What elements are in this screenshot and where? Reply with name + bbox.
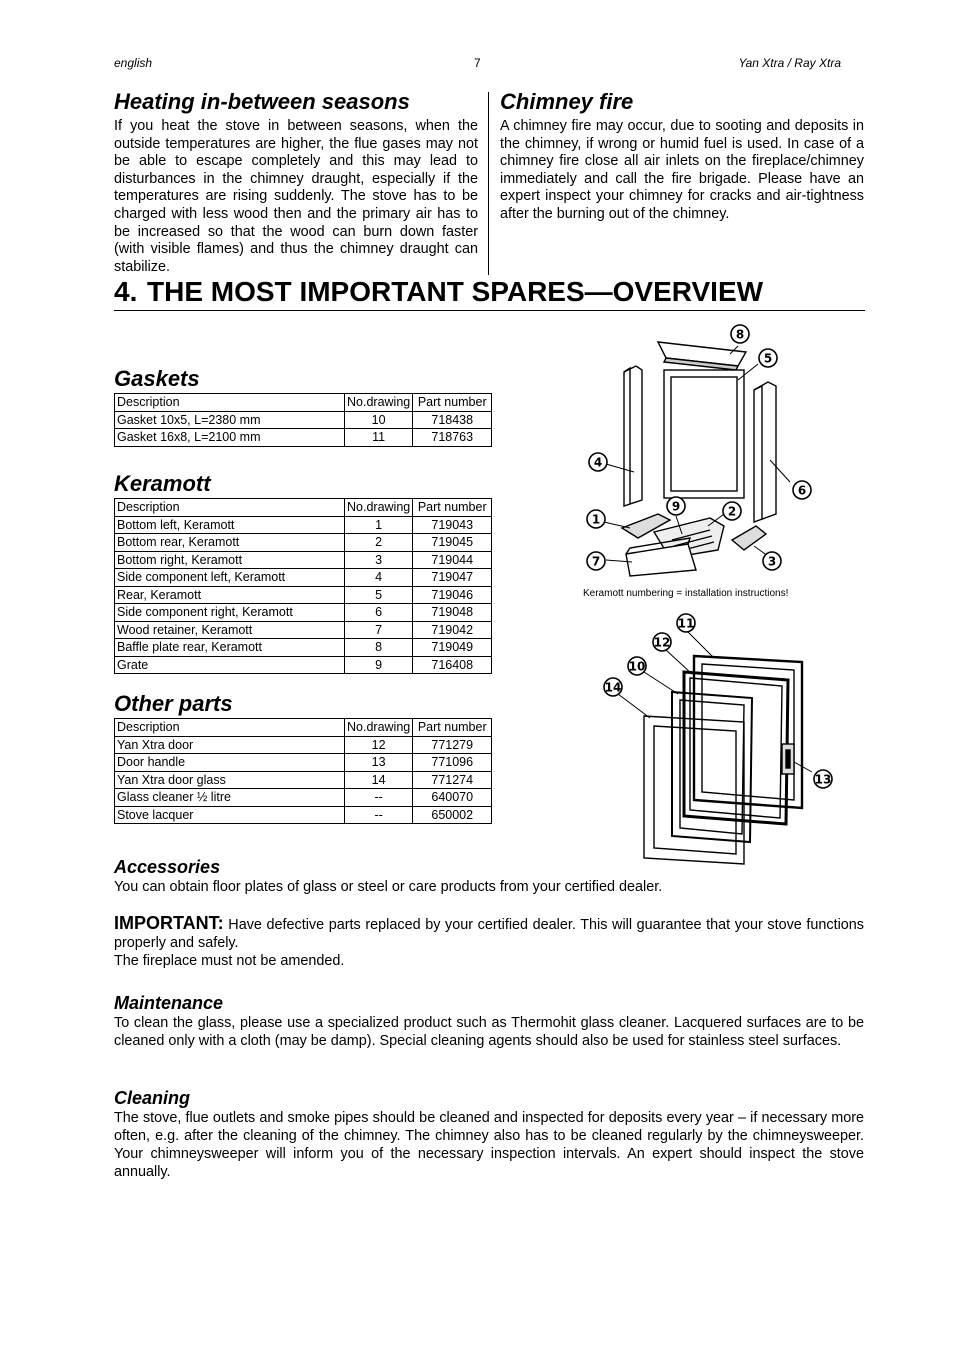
accessories-section bbox=[114, 856, 864, 896]
cell-drawing-number: 3 bbox=[345, 551, 413, 569]
callout-label: 8 bbox=[735, 327, 745, 342]
column-header-description: Description bbox=[115, 499, 345, 517]
chimney-title: Chimney fire bbox=[500, 89, 634, 114]
callout-11 bbox=[677, 614, 695, 632]
callout-label: 2 bbox=[727, 504, 737, 519]
callout-1 bbox=[587, 510, 605, 528]
chimney-section bbox=[500, 88, 864, 224]
table-row bbox=[115, 806, 492, 824]
cell-description: Bottom right, Keramott bbox=[115, 551, 345, 569]
callout-2 bbox=[723, 502, 741, 520]
chapter-number: 4. bbox=[114, 276, 138, 307]
table-header-row bbox=[115, 719, 492, 737]
door-exploded-diagram bbox=[598, 610, 842, 870]
callout-label: 5 bbox=[763, 351, 773, 366]
cell-description: Yan Xtra door glass bbox=[115, 771, 345, 789]
maintenance-title: Maintenance bbox=[114, 993, 224, 1013]
cell-description: Stove lacquer bbox=[115, 806, 345, 824]
chapter-title: THE MOST IMPORTANT SPARES—OVERVIEW bbox=[147, 276, 764, 307]
callout-label: 7 bbox=[591, 554, 601, 569]
callout-14 bbox=[604, 678, 622, 696]
heating-text: If you heat the stove in between seasons, when the outside temperatures are higher, the flue gases may not be able to escape completely and this may lead to disturbances in the chimney draught, especially if the temperatures are rising suddenly. The stove has to be charged with less wood then and the primary air has to be increased so that the wood can burn down faster (with visible flames) and thus the chimney draught can stabilize. bbox=[114, 118, 478, 275]
cell-description: Glass cleaner ½ litre bbox=[115, 789, 345, 807]
cell-part-number: 650002 bbox=[413, 806, 492, 824]
gaskets-title: Gaskets bbox=[114, 366, 200, 391]
callout-label: 10 bbox=[628, 659, 646, 674]
cell-description: Side component left, Keramott bbox=[115, 569, 345, 587]
chimney-text: A chimney fire may occur, due to sooting and deposits in the chimney, if wrong or humid fuel is used. In case of a chimney fire close all air inlets on the fireplace/chimney immediately and call the fire brigade. Please have an expert inspect your chimney for cracks and air-tightness after the burning out of the chimney. bbox=[500, 118, 864, 222]
column-header-part: Part number bbox=[413, 394, 492, 412]
column-header-drawing: No.drawing bbox=[345, 499, 413, 517]
cell-description: Side component right, Keramott bbox=[115, 604, 345, 622]
cell-drawing-number: -- bbox=[345, 806, 413, 824]
table-row bbox=[115, 736, 492, 754]
callout-5 bbox=[759, 349, 777, 367]
maintenance-section bbox=[114, 992, 864, 1050]
header-language: english bbox=[114, 56, 153, 70]
keramott-title: Keramott bbox=[114, 471, 211, 496]
callout-label: 14 bbox=[604, 680, 622, 695]
cell-drawing-number: 5 bbox=[345, 586, 413, 604]
page-number: 7 bbox=[474, 56, 481, 70]
important-text-2: The fireplace must not be amended. bbox=[114, 953, 345, 969]
other-parts-section bbox=[114, 691, 492, 824]
column-header-part: Part number bbox=[413, 499, 492, 517]
cell-drawing-number: 2 bbox=[345, 534, 413, 552]
callout-9 bbox=[667, 497, 685, 515]
cleaning-section bbox=[114, 1087, 864, 1181]
callout-label: 9 bbox=[671, 499, 681, 514]
callout-label: 11 bbox=[677, 616, 695, 631]
callout-label: 1 bbox=[591, 512, 601, 527]
cell-drawing-number: 9 bbox=[345, 656, 413, 674]
column-header-drawing: No.drawing bbox=[345, 719, 413, 737]
table-row bbox=[115, 656, 492, 674]
column-divider bbox=[488, 92, 489, 275]
callout-label: 4 bbox=[593, 455, 603, 470]
cell-part-number: 771274 bbox=[413, 771, 492, 789]
keramott-table bbox=[114, 498, 492, 674]
cell-description: Yan Xtra door bbox=[115, 736, 345, 754]
gaskets-section bbox=[114, 366, 492, 447]
cell-part-number: 718763 bbox=[413, 429, 492, 447]
keramott-section bbox=[114, 471, 492, 674]
cell-description: Gasket 10x5, L=2380 mm bbox=[115, 411, 345, 429]
cell-part-number: 719048 bbox=[413, 604, 492, 622]
callout-8 bbox=[731, 325, 749, 343]
cell-part-number: 719042 bbox=[413, 621, 492, 639]
cell-part-number: 771096 bbox=[413, 754, 492, 772]
cell-drawing-number: -- bbox=[345, 789, 413, 807]
heating-section bbox=[114, 88, 478, 276]
cell-drawing-number: 10 bbox=[345, 411, 413, 429]
cell-part-number: 716408 bbox=[413, 656, 492, 674]
callout-7 bbox=[587, 552, 605, 570]
cell-part-number: 719046 bbox=[413, 586, 492, 604]
cell-part-number: 719047 bbox=[413, 569, 492, 587]
other-parts-title: Other parts bbox=[114, 691, 233, 716]
important-text: Have defective parts replaced by your certified dealer. This will guarantee that your stove functions properly and safely. bbox=[114, 917, 864, 951]
callout-6 bbox=[793, 481, 811, 499]
cleaning-title: Cleaning bbox=[114, 1088, 191, 1108]
header-model: Yan Xtra / Ray Xtra bbox=[738, 56, 841, 70]
callout-12 bbox=[653, 633, 671, 651]
column-header-description: Description bbox=[115, 719, 345, 737]
table-row bbox=[115, 429, 492, 447]
cell-drawing-number: 11 bbox=[345, 429, 413, 447]
accessories-text: You can obtain floor plates of glass or steel or care products from your certified dealer. bbox=[114, 879, 663, 895]
table-header-row bbox=[115, 394, 492, 412]
callout-3 bbox=[763, 552, 781, 570]
heating-title: Heating in-between seasons bbox=[114, 89, 410, 114]
cell-description: Wood retainer, Keramott bbox=[115, 621, 345, 639]
column-header-description: Description bbox=[115, 394, 345, 412]
chapter-heading bbox=[114, 274, 865, 311]
table-row bbox=[115, 754, 492, 772]
callout-10 bbox=[628, 657, 646, 675]
table-row bbox=[115, 411, 492, 429]
table-row bbox=[115, 569, 492, 587]
callout-13 bbox=[814, 770, 832, 788]
cell-part-number: 718438 bbox=[413, 411, 492, 429]
cell-part-number: 719049 bbox=[413, 639, 492, 657]
callout-label: 12 bbox=[653, 635, 671, 650]
callout-label: 6 bbox=[797, 483, 807, 498]
table-row bbox=[115, 621, 492, 639]
diagram-caption: Keramott numbering = installation instructions! bbox=[583, 588, 789, 599]
column-header-drawing: No.drawing bbox=[345, 394, 413, 412]
cell-description: Door handle bbox=[115, 754, 345, 772]
callout-4 bbox=[589, 453, 607, 471]
table-row bbox=[115, 534, 492, 552]
table-row bbox=[115, 604, 492, 622]
cell-description: Bottom rear, Keramott bbox=[115, 534, 345, 552]
cleaning-text: The stove, flue outlets and smoke pipes should be cleaned and inspected for deposits every year – if necessary more often, e.g. after the cleaning of the chimney. The chimney also has to be cleaned regularly by the chimneysweeper. Your chimneysweeper will inform you of the necessary inspection intervals. An expert should inspect the stove annually. bbox=[114, 1110, 864, 1180]
cell-description: Bottom left, Keramott bbox=[115, 516, 345, 534]
cell-part-number: 719045 bbox=[413, 534, 492, 552]
other-parts-table bbox=[114, 718, 492, 824]
important-section bbox=[114, 914, 864, 970]
cell-part-number: 771279 bbox=[413, 736, 492, 754]
cell-drawing-number: 8 bbox=[345, 639, 413, 657]
table-row bbox=[115, 551, 492, 569]
cell-drawing-number: 6 bbox=[345, 604, 413, 622]
cell-description: Rear, Keramott bbox=[115, 586, 345, 604]
table-row bbox=[115, 789, 492, 807]
maintenance-text: To clean the glass, please use a specialized product such as Thermohit glass cleaner. Lacquered surfaces are to be cleaned only with a cloth (may be damp). Special cleaning agents should also be used for stainless steel surfaces. bbox=[114, 1015, 864, 1049]
column-header-part: Part number bbox=[413, 719, 492, 737]
table-header-row bbox=[115, 499, 492, 517]
cell-part-number: 719043 bbox=[413, 516, 492, 534]
accessories-title: Accessories bbox=[114, 857, 221, 877]
gaskets-table bbox=[114, 393, 492, 447]
callout-label: 13 bbox=[814, 772, 832, 787]
cell-drawing-number: 7 bbox=[345, 621, 413, 639]
cell-drawing-number: 1 bbox=[345, 516, 413, 534]
cell-drawing-number: 13 bbox=[345, 754, 413, 772]
table-row bbox=[115, 771, 492, 789]
cell-part-number: 640070 bbox=[413, 789, 492, 807]
cell-part-number: 719044 bbox=[413, 551, 492, 569]
callout-label: 3 bbox=[767, 554, 777, 569]
cell-drawing-number: 14 bbox=[345, 771, 413, 789]
cell-drawing-number: 12 bbox=[345, 736, 413, 754]
table-row bbox=[115, 586, 492, 604]
table-row bbox=[115, 639, 492, 657]
cell-description: Baffle plate rear, Keramott bbox=[115, 639, 345, 657]
cell-drawing-number: 4 bbox=[345, 569, 413, 587]
important-label: IMPORTANT: bbox=[114, 913, 224, 933]
keramott-exploded-diagram bbox=[578, 318, 828, 580]
cell-description: Gasket 16x8, L=2100 mm bbox=[115, 429, 345, 447]
table-row bbox=[115, 516, 492, 534]
cell-description: Grate bbox=[115, 656, 345, 674]
